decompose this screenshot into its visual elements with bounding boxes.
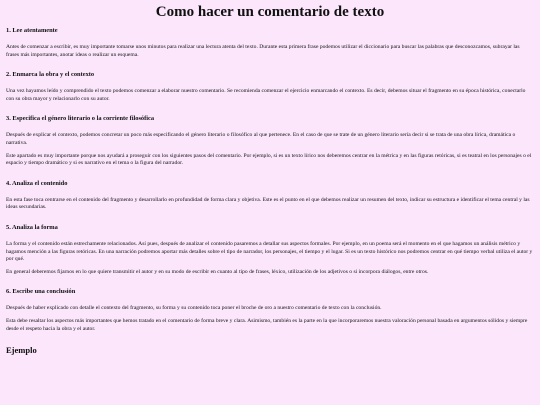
section-paragraph: Este apartado es muy importante porque nos ayudará a proseguir con los siguientes pasos del comentario. Por ejemplo, si es un texto lírico nos deberemos centrar en la métrica y en las figuras retóricas, si es teatral en los personajes o el espacio y tiempo dramático y si es narrativo en el tema o la figura del narrador.: [6, 152, 532, 167]
section-paragraph: Esta debe resaltar los aspectos más importantes que hemos tratado en el comentario de forma breve y clara. Asimismo, también es la parte en la que incorporaremos nuestra valoración personal basada en argumentos sólidos y siempre desde el respeto hacia la obra y el autor.: [6, 317, 528, 332]
section-heading: 4. Analiza el contenido: [6, 179, 68, 187]
section-paragraph: En esta fase toca centrarse en el contenido del fragmento y desarrollarlo en profundidad de forma clara y objetiva. Este es el punto en el que debemos realizar un resumen del texto, indicar su estructura e identificar el tema central y las ideas secundarias.: [6, 196, 530, 211]
section-read-carefully: [6, 27, 534, 59]
section-content: [6, 180, 534, 212]
section-context: [6, 71, 534, 103]
example-heading: Ejemplo: [6, 345, 37, 356]
section-heading: 1. Lee atentamente: [6, 27, 58, 34]
section-paragraph: Antes de comenzar a escribir, es muy importante tomarse unos minutos para realizar una lectura atenta del texto. Durante esta primera frase podemos utilizar el diccionario para buscar las palabras que desconozcamos, subrayar las frases más importantes, anotar ideas o realizar un esquema.: [6, 44, 520, 58]
section-paragraph: En general deberemos fijarnos en lo que quiere transmitir el autor y en su modo de escribir en cuanto al tipo de frases, léxico, utilización de los adjetivos o si incorpora diálogos, entre otros.: [6, 268, 429, 275]
section-heading: 2. Enmarca la obra y el contexto: [6, 71, 95, 79]
section-paragraph: La forma y el contenido están estrechamente relacionados. Así pues, después de analizar el contenido pasaremos a detallar sus aspectos formales. Por ejemplo, en un poema será el momento en el que hagamos un análisis métrico y hagamos mención a las figuras retóricas. En una narración podremos aportar más detalles sobre el tipo de narrador, los personajes, el tiempo y el lugar. Si es un texto histórico nos podremos centrar en qué tiempo verbal utiliza el autor y por qué.: [6, 240, 533, 263]
section-paragraph: Después de haber explicado con detalle el contexto del fragmento, su forma y su contenido toca poner el broche de oro a nuestro comentario de texto con la conclusión.: [6, 305, 382, 312]
section-heading: 6. Escribe una conclusión: [6, 288, 76, 296]
page-title: Como hacer un comentario de texto: [155, 4, 385, 20]
section-paragraph: Una vez hayamos leído y comprendido el texto podemos comenzar a elaborar nuestro comentario. Se recomienda comenzar el ejercicio enmarcando el contexto. Es decir, debemos situar el fragmento en su época histórica, conectarlo con su obra mayor y relacionarlo con su autor.: [6, 88, 526, 102]
section-heading: 5. Analiza la forma: [6, 223, 58, 231]
section-paragraph: Después de explicar el contexto, podemos concretar un poco más especificando el género literario o filosófico al que pertenece. En el caso de que se trate de un género literario sería decir si se trata de una obra lírica, dramática o narrativa.: [6, 132, 516, 146]
section-heading: 3. Especifica el género literario o la corriente filosófica: [6, 115, 155, 123]
section-form: [6, 224, 534, 276]
section-genre: [6, 115, 534, 167]
section-conclusion: [6, 288, 534, 333]
